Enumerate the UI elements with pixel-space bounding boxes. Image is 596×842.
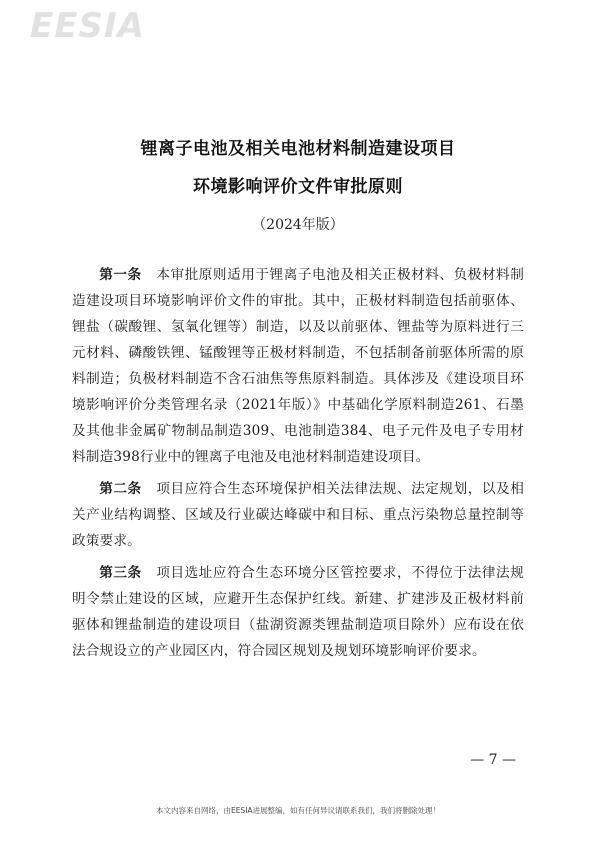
article-label: 第一条 (99, 267, 142, 283)
article-text: 项目应符合生态环境保护相关法律法规、法定规划，以及相关产业结构调整、区域及行业碳达峰碳中和目标、重点污染物总量控制等政策要求。 (72, 481, 524, 549)
article-1 (72, 262, 524, 470)
article-3 (72, 560, 524, 664)
edition-label: （2024年版） (252, 217, 344, 233)
document-title-line1: 锂离子电池及相关电池材料制造建设项目 (140, 139, 456, 159)
eesia-logo: EESIA (30, 6, 145, 46)
article-text: 本审批原则适用于锂离子电池及相关正极材料、负极材料制造建设项目环境影响评价文件的审批。其中，正极材料制造包括前驱体、锂盐（碳酸锂、氢氧化锂等）制造，以及以前驱体、锂盐等为原料进行三元材料、磷酸铁锂、锰酸锂等正极材料制造，不包括制备前驱体所需的原料制造；负极材料制造不含石油焦等焦原料制造。具体涉及《建设项目环境影响评价分类管理名录（2021年版）》中基础化学原料制造261、石墨及其他非金属矿物制品制造309、电池制造384、电子元件及电子专用材料制造398行业中的锂离子电池及电池材料制造建设项目。 (72, 267, 524, 465)
article-label: 第二条 (99, 481, 142, 497)
document-body (72, 262, 524, 670)
footer-disclaimer: 本文内容来自网络，由EESIA进展整编，如有任何异议请联系我们，我们将删除处理！ (155, 806, 441, 815)
document-title-line2: 环境影响评价文件审批原则 (193, 177, 403, 197)
article-2 (72, 476, 524, 554)
article-label: 第三条 (99, 565, 142, 581)
page-number: — 7 — (470, 752, 516, 768)
article-text: 项目选址应符合生态环境分区管控要求，不得位于法律法规明令禁止建设的区域，应避开生态保护红线。新建、扩建涉及正极材料前驱体和锂盐制造的建设项目（盐湖资源类锂盐制造项目除外）应布设在依法合规设立的产业园区内，符合园区规划及规划环境影响评价要求。 (72, 565, 524, 659)
